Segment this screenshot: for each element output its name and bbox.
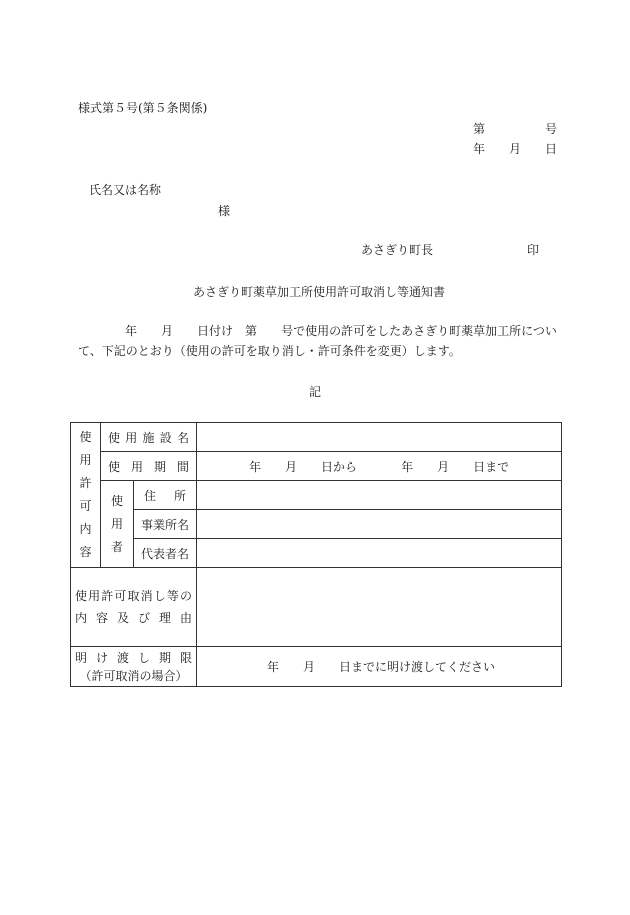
issuer-title: あさぎり町長 — [361, 243, 434, 257]
group-label-usage-permit — [71, 423, 101, 568]
group-char: 可 — [79, 499, 92, 513]
issue-number-suffix: 号 — [545, 122, 558, 136]
date-day: 日 — [545, 142, 558, 156]
body-line-1 — [125, 323, 557, 339]
cancel-label-line-1: 使用許可取消し等の — [75, 589, 193, 603]
recipient-name-label: 氏名又は名称 — [89, 183, 162, 197]
user-char: 者 — [110, 539, 123, 554]
body-year: 年 — [125, 324, 138, 338]
form-number: 様式第５号(第５条関係) — [78, 101, 208, 115]
address-label: 住所 — [134, 481, 197, 510]
representative-field[interactable] — [197, 539, 562, 568]
date-month: 月 — [509, 142, 522, 156]
ki-heading: 記 — [309, 385, 322, 399]
address-field[interactable] — [197, 481, 562, 510]
user-group-label — [101, 481, 134, 568]
body-line-2: て、下記のとおり（使用の許可を取り消し・許可条件を変更）します。 — [78, 344, 461, 358]
deadline-month: 月 — [303, 660, 316, 674]
group-char: 使 — [79, 430, 92, 444]
document-title: あさぎり町薬草加工所使用許可取消し等通知書 — [193, 285, 446, 299]
deadline-year: 年 — [267, 660, 280, 674]
cancel-label-line-2: 内容及び理由 — [75, 611, 193, 625]
issuer-seal: 印 — [527, 243, 540, 257]
issue-number-prefix: 第 — [473, 122, 486, 136]
permit-table — [70, 422, 562, 687]
body-month: 月 — [161, 324, 174, 338]
representative-label: 代表者名 — [134, 539, 197, 568]
group-char: 用 — [79, 453, 92, 467]
deadline-field[interactable] — [197, 647, 562, 687]
period-month-2: 月 — [437, 459, 450, 474]
cancel-details-label — [71, 568, 197, 647]
usage-period-label: 使用期間 — [101, 452, 197, 481]
period-until: 日まで — [473, 459, 510, 474]
usage-period-field[interactable] — [197, 452, 562, 481]
user-char: 使 — [110, 493, 123, 508]
group-char: 内 — [79, 522, 92, 536]
deadline-label-line-2: （許可取消の場合） — [79, 668, 188, 683]
period-year-2: 年 — [401, 459, 414, 474]
deadline-label — [71, 647, 197, 687]
issue-date — [473, 141, 557, 157]
period-month-1: 月 — [285, 459, 298, 474]
period-from: 日から — [321, 459, 358, 474]
recipient-honorific: 様 — [218, 204, 231, 218]
user-char: 用 — [110, 516, 123, 531]
group-char: 容 — [79, 545, 92, 559]
deadline-label-line-1: 明け渡し期限 — [75, 650, 193, 665]
body-no-prefix: 第 — [245, 324, 258, 338]
cancel-details-field[interactable] — [197, 568, 562, 647]
group-char: 許 — [79, 476, 92, 490]
body-date-suffix: 日付け — [197, 324, 234, 338]
body-line-1-rest: 号で使用の許可をしたあさぎり町薬草加工所につい — [281, 324, 557, 338]
facility-name-field[interactable] — [197, 423, 562, 452]
office-name-label: 事業所名 — [134, 510, 197, 539]
period-year-1: 年 — [249, 459, 262, 474]
date-year: 年 — [473, 142, 486, 156]
office-name-field[interactable] — [197, 510, 562, 539]
deadline-rest: 日までに明け渡してください — [339, 660, 496, 674]
facility-name-label: 使用施設名 — [101, 423, 197, 452]
issue-number — [473, 121, 557, 137]
